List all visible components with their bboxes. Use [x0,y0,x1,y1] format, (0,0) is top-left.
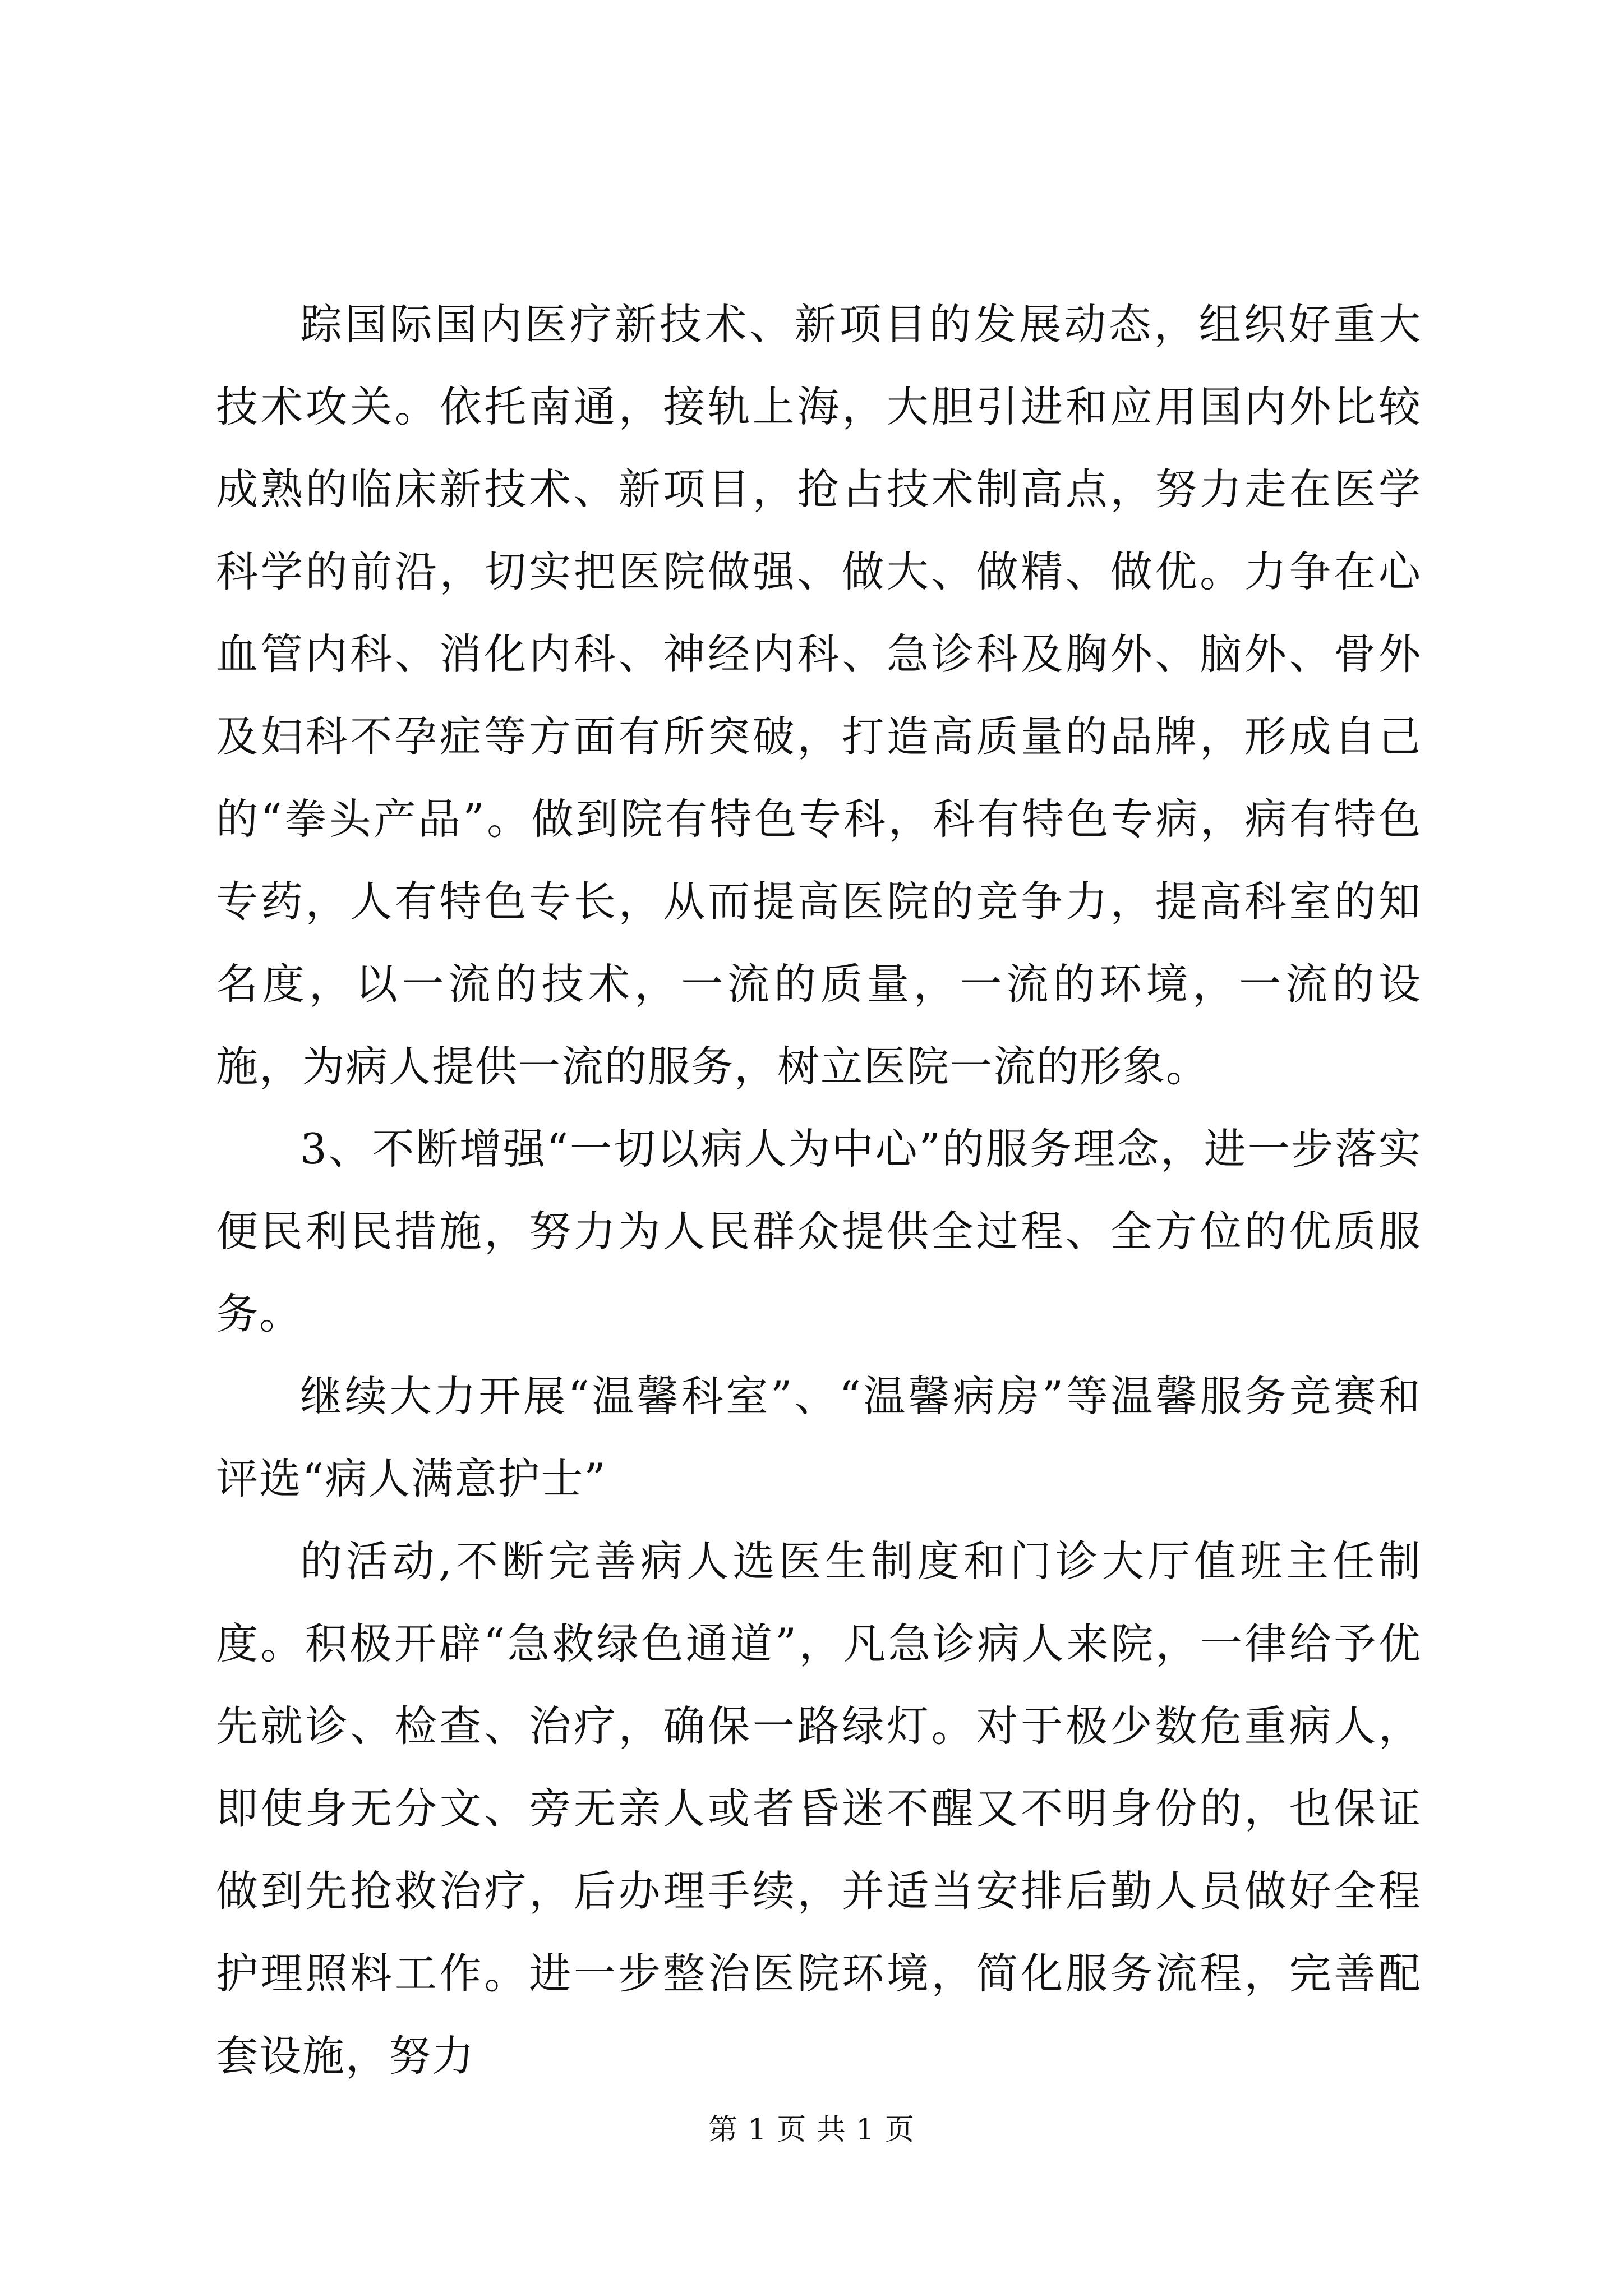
paragraph-4: 的活动,不断完善病人选医生制度和门诊大厅值班主任制度。积极开辟“急救绿色通道”，凡急诊病人来院，一律给予优先就诊、检查、治疗，确保一路绿灯。对于极少数危重病人，即使身无分文、旁无亲人或者昏迷不醒又不明身份的，也保证做到先抢救治疗，后办理手续，并适当安排后勤人员做好全程护理照料工作。进一步整治医院环境，简化服务流程，完善配套设施，努力 [216,1536,1422,2081]
paragraph-3: 继续大力开展“温馨科室”、“温馨病房”等温馨服务竞赛和评选“病人满意护士” [216,1372,1422,1503]
document-body [216,283,1422,2097]
page-footer: 第 1 页 共 1 页 [708,2113,915,2147]
paragraph-1: 踪国际国内医疗新技术、新项目的发展动态，组织好重大技术攻关。依托南通，接轨上海，大胆引进和应用国内外比较成熟的临床新技术、新项目，抢占技术制高点，努力走在医学科学的前沿，切实把医院做强、做大、做精、做优。力争在心血管内科、消化内科、神经内科、急诊科及胸外、脑外、骨外及妇科不孕症等方面有所突破，打造高质量的品牌，形成自己的“拳头产品”。做到院有特色专科，科有特色专病，病有特色专药，人有特色专长，从而提高医院的竞争力，提高科室的知名度，以一流的技术，一流的质量，一流的环境，一流的设施，为病人提供一流的服务，树立医院一流的形象。 [216,300,1422,1091]
paragraph-2: 3、不断增强“一切以病人为中心”的服务理念，进一步落实便民利民措施，努力为人民群众提供全过程、全方位的优质服务。 [216,1124,1422,1338]
